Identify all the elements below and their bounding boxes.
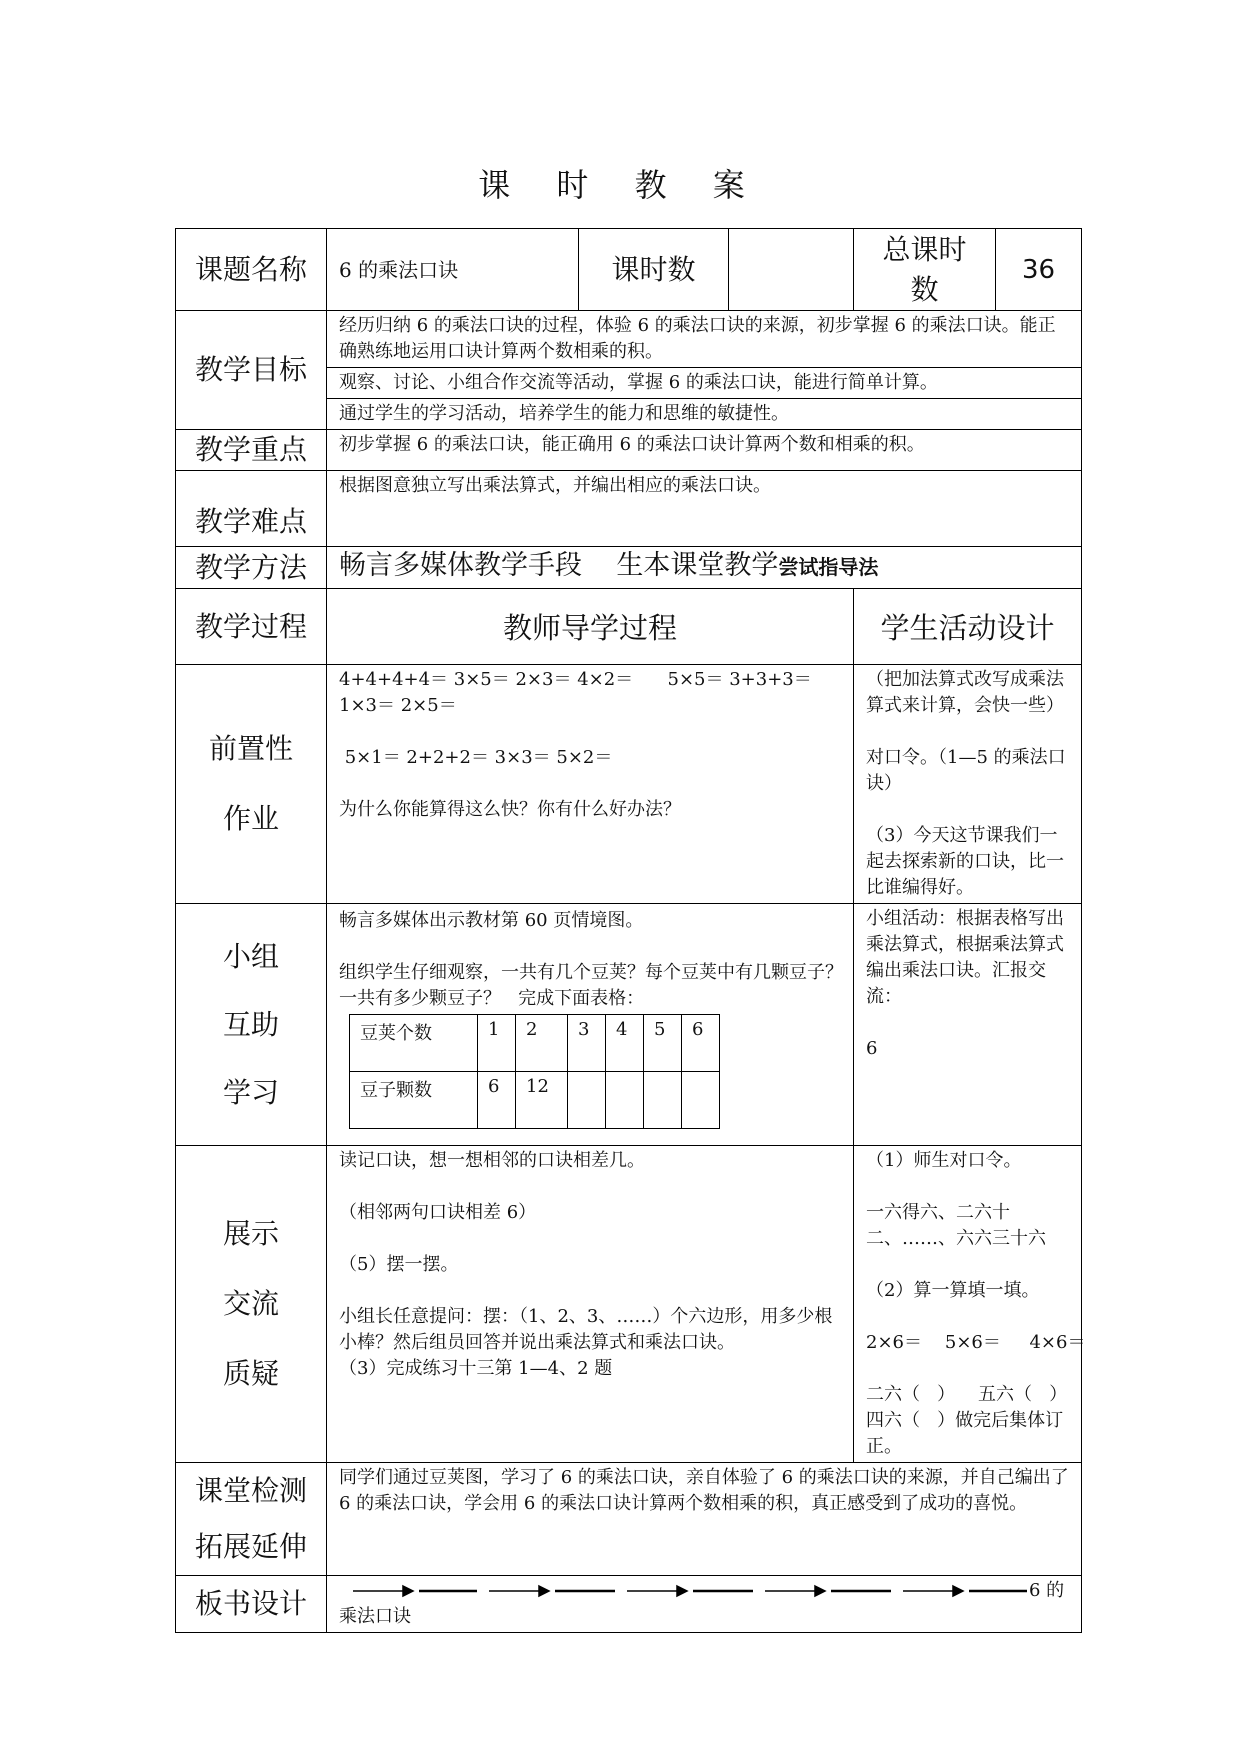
board-arrow-line	[339, 1578, 1071, 1604]
group-teacher-line: 畅言多媒体出示教材第 60 页情境图。	[339, 910, 644, 931]
preview-teacher-line: 4+4+4+4＝ 3×5＝ 2×3＝ 4×2＝ 5×5＝ 3+3+3＝ 1×3＝ 2×5＝	[339, 669, 818, 716]
key-point-text: 初步掌握 6 的乘法口诀，能正确用 6 的乘法口诀计算两个数和相乘的积。	[327, 430, 1082, 471]
total-hours-label-line1: 总课时	[882, 232, 967, 266]
board-tail: 6 的	[1029, 1580, 1065, 1601]
difficulty-text: 根据图意独立写出乘法算式，并编出相应的乘法口诀。	[327, 471, 1082, 547]
group-student	[854, 904, 1082, 1146]
arrow-chain-icon	[339, 1582, 1069, 1602]
objectives-row-1	[176, 311, 1082, 368]
bean-table-cell: 1	[478, 1015, 516, 1072]
objective-item: 通过学生的学习活动，培养学生的能力和思维的敏捷性。	[327, 399, 1082, 430]
display-student	[854, 1146, 1096, 1463]
preview-teacher-line: 5×1＝ 2+2+2＝ 3×3＝ 5×2＝	[339, 747, 613, 768]
display-row	[176, 1146, 1082, 1463]
display-student-line	[866, 1304, 1071, 1330]
preview-label-line1: 前置性	[208, 732, 293, 765]
preview-student-line	[866, 719, 1071, 745]
display-label-line1: 展示	[222, 1217, 279, 1250]
student-header: 学生活动设计	[854, 589, 1082, 665]
page-title: 课 时 教 案	[478, 166, 763, 204]
display-teacher-line	[339, 1278, 843, 1304]
group-label-line3: 学习	[222, 1075, 279, 1109]
objective-item: 观察、讨论、小组合作交流等活动，掌握 6 的乘法口诀，能进行简单计算。	[327, 368, 1082, 399]
total-hours-value: 36	[996, 229, 1082, 311]
bean-table-cell	[606, 1072, 644, 1129]
display-teacher-line: （相邻两句口诀相差 6）	[339, 1202, 537, 1223]
preview-teacher-line	[339, 771, 843, 797]
method-label: 教学方法	[176, 547, 327, 589]
group-teacher-line	[339, 934, 843, 960]
method-row	[176, 547, 1082, 589]
objectives-label: 教学目标	[176, 311, 327, 430]
teacher-header: 教师导学过程	[327, 589, 854, 665]
display-teacher-line	[339, 1226, 843, 1252]
group-row	[176, 904, 1082, 1146]
display-label	[176, 1146, 327, 1463]
check-row	[176, 1463, 1082, 1576]
display-student-line: （2）算一算填一填。	[866, 1280, 1040, 1301]
topic-label: 课题名称	[176, 229, 327, 311]
group-student-line	[866, 1010, 1071, 1036]
preview-teacher	[327, 665, 854, 904]
group-teacher-line: 组织学生仔细观察，一共有几个豆荚？每个豆荚中有几颗豆子？一共有多少颗豆子？ 完成下面表格：	[339, 962, 843, 1009]
method-suffix: 尝试指导法	[778, 555, 879, 579]
preview-student	[854, 665, 1082, 904]
preview-teacher-line: 为什么你能算得这么快？你有什么好办法？	[339, 799, 681, 820]
display-teacher-line: 读记口诀，想一想相邻的口诀相差几。	[339, 1150, 645, 1171]
display-student-line: 一六得六、二六十二、……、六六三十六	[866, 1202, 1046, 1249]
bean-table-cell	[644, 1072, 682, 1129]
bean-table-cell: 12	[516, 1072, 568, 1129]
total-hours-label	[854, 229, 996, 311]
bean-table-cell: 豆子颗数	[350, 1072, 478, 1129]
bean-table-cell	[682, 1072, 720, 1129]
display-student-line: 二六（ ） 五六（ ） 四六（ ）做完后集体订正。	[866, 1384, 1096, 1457]
display-label-line2: 交流	[222, 1287, 279, 1320]
display-student-line: 2×6＝ 5×6＝ 4×6＝	[866, 1332, 1086, 1353]
key-point-label: 教学重点	[176, 430, 327, 471]
display-teacher	[327, 1146, 854, 1463]
preview-teacher-line	[339, 719, 843, 745]
bean-table-cell: 4	[606, 1015, 644, 1072]
display-student-line: （1）师生对口令。	[866, 1150, 1022, 1171]
display-teacher-line: 小组长任意提问：摆：（1、2、3、……）个六边形，用多少根小棒？然后组员回答并说出乘法算式和乘法口诀。	[339, 1306, 833, 1353]
board-content	[327, 1576, 1082, 1633]
group-student-line: 6	[866, 1038, 878, 1059]
bean-table	[349, 1014, 720, 1129]
check-label	[176, 1463, 327, 1576]
method-text: 畅言多媒体教学手段 生本课堂教学	[339, 550, 779, 581]
display-student-line	[866, 1252, 1071, 1278]
bean-table-cell: 3	[568, 1015, 606, 1072]
process-label: 教学过程	[176, 589, 327, 665]
display-student-line	[866, 1356, 1071, 1382]
group-teacher	[327, 904, 854, 1146]
preview-label	[176, 665, 327, 904]
display-teacher-line: （5）摆一摆。	[339, 1254, 459, 1275]
check-label-line2: 拓展延伸	[194, 1530, 307, 1563]
display-teacher-line	[339, 1174, 843, 1200]
group-student-line: 小组活动：根据表格写出乘法算式，根据乘法算式编出乘法口诀。汇报交流：	[866, 908, 1064, 1007]
header-row	[176, 229, 1082, 311]
difficulty-label: 教学难点	[176, 471, 327, 547]
board-line2: 乘法口诀	[339, 1606, 411, 1627]
bean-table-cell	[568, 1072, 606, 1129]
lesson-plan-table	[175, 228, 1096, 1633]
preview-student-line: （3）今天这节课我们一起去探索新的口诀，比一比谁编得好。	[866, 825, 1064, 898]
process-header-row	[176, 589, 1082, 665]
group-label-line1: 小组	[222, 939, 279, 973]
difficulty-row	[176, 471, 1082, 547]
bean-table-row	[350, 1072, 720, 1129]
display-student-line	[866, 1174, 1071, 1200]
board-row	[176, 1576, 1082, 1633]
bean-table-cell: 5	[644, 1015, 682, 1072]
preview-student-line: 对口令。（1—5 的乘法口诀）	[866, 747, 1066, 794]
bean-table-cell: 6	[682, 1015, 720, 1072]
hours-value	[729, 229, 854, 311]
group-label-line2: 互助	[222, 1007, 279, 1041]
preview-row	[176, 665, 1082, 904]
check-label-line1: 课堂检测	[194, 1474, 307, 1507]
display-teacher-line: （3）完成练习十三第 1—4、2 题	[339, 1358, 613, 1379]
check-text: 同学们通过豆荚图，学习了 6 的乘法口诀，亲自体验了 6 的乘法口诀的来源，并自己编出了 6 的乘法口诀，学会用 6 的乘法口诀计算两个数相乘的积，真正感受到了成功的喜悦。	[327, 1463, 1082, 1576]
key-point-row	[176, 430, 1082, 471]
topic-value: 6 的乘法口诀	[327, 229, 579, 311]
preview-student-line	[866, 797, 1071, 823]
bean-table-cell: 2	[516, 1015, 568, 1072]
group-label	[176, 904, 327, 1146]
total-hours-label-line2: 数	[910, 272, 939, 306]
preview-student-line: （把加法算式改写成乘法算式来计算，会快一些）	[866, 669, 1064, 716]
objective-item: 经历归纳 6 的乘法口诀的过程，体验 6 的乘法口诀的来源，初步掌握 6 的乘法口诀。能正确熟练地运用口诀计算两个数相乘的积。	[327, 311, 1082, 368]
hours-label: 课时数	[579, 229, 729, 311]
bean-table-cell: 6	[478, 1072, 516, 1129]
board-label: 板书设计	[176, 1576, 327, 1633]
preview-label-line2: 作业	[222, 802, 279, 835]
bean-table-row	[350, 1015, 720, 1072]
display-label-line3: 质疑	[222, 1357, 279, 1390]
bean-table-cell: 豆荚个数	[350, 1015, 478, 1072]
